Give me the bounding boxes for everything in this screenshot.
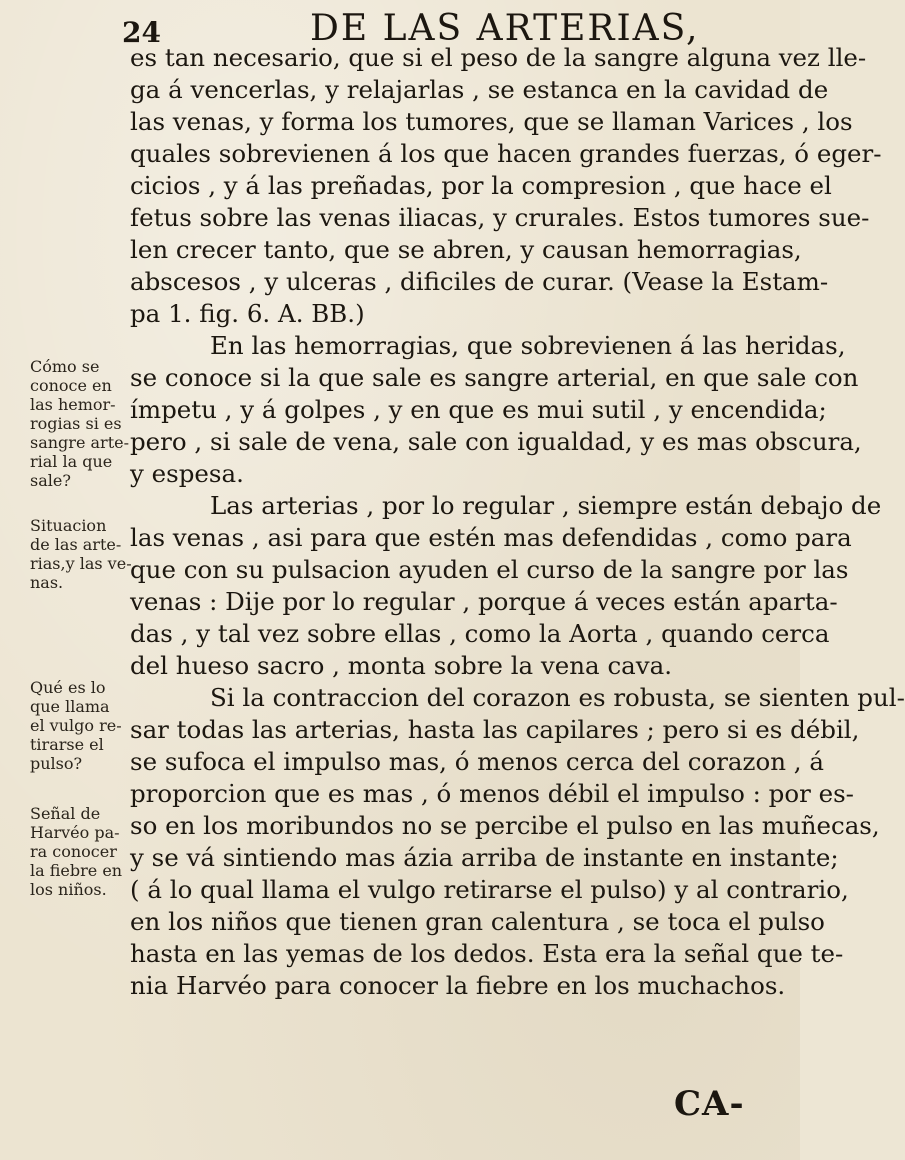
margin-note-line: sale? (30, 471, 71, 490)
body-line: hasta en las yemas de los dedos. Esta era la señal que te- (130, 939, 844, 968)
body-line: quales sobrevienen á los que hacen grandes fuerzas, ó eger- (130, 139, 882, 168)
margin-note-line: Situacion (30, 516, 107, 535)
body-line: pero , si sale de vena, sale con igualdad, y es mas obscura, (130, 427, 862, 456)
body-line: y se vá sintiendo mas ázia arriba de instante en instante; (130, 843, 839, 872)
body-line: Si la contraccion del corazon es robusta, se sienten pul- (210, 683, 905, 712)
margin-note-line: que llama (30, 697, 110, 716)
margin-note-line: conoce en (30, 376, 112, 395)
body-line: ímpetu , y á golpes , y en que es mui sutil , y encendida; (130, 395, 827, 424)
margin-note-line: rias,y las ve- (30, 554, 132, 573)
body-line: en los niños que tienen gran calentura , se toca el pulso (130, 907, 825, 936)
body-line: se conoce si la que sale es sangre arterial, en que sale con (130, 363, 859, 392)
margin-note-pulse (30, 678, 130, 773)
catchword: CA- (674, 1084, 745, 1124)
body-line: so en los moribundos no se percibe el pulso en las muñecas, (130, 811, 880, 840)
margin-note-line: Señal de (30, 804, 101, 823)
margin-note-line: rial la que (30, 452, 113, 471)
margin-note-line: nas. (30, 573, 64, 592)
body-line: das , y tal vez sobre ellas , como la Aorta , quando cerca (130, 619, 830, 648)
margin-note-line: tirarse el (30, 735, 104, 754)
running-title: DE LAS ARTERIAS, (310, 8, 700, 49)
body-line: del hueso sacro , monta sobre la vena cava. (130, 651, 673, 680)
body-line: Las arterias , por lo regular , siempre están debajo de (210, 491, 882, 520)
body-line: y espesa. (130, 459, 244, 488)
body-line: sar todas las arterias, hasta las capilares ; pero si es débil, (130, 715, 860, 744)
body-line: cicios , y á las preñadas, por la compresion , que hace el (130, 171, 832, 200)
body-line: En las hemorragias, que sobrevienen á las heridas, (210, 331, 846, 360)
body-line: ga á vencerlas, y relajarlas , se estanca en la cavidad de (130, 75, 829, 104)
body-line: se sufoca el impulso mas, ó menos cerca del corazon , á (130, 747, 824, 776)
body-line: venas : Dije por lo regular , porque á veces están aparta- (130, 587, 838, 616)
body-line: las venas , asi para que estén mas defendidas , como para (130, 523, 852, 552)
body-line: ( á lo qual llama el vulgo retirarse el pulso) y al contrario, (130, 875, 849, 904)
margin-note-line: sangre arte- (30, 433, 129, 452)
body-line: que con su pulsacion ayuden el curso de la sangre por las (130, 555, 849, 584)
margin-note-line: el vulgo re- (30, 716, 122, 735)
margin-note-arteries-position (30, 516, 130, 592)
margin-note-hemorrhage (30, 357, 130, 490)
body-line: abscesos , y ulceras , dificiles de curar. (Vease la Estam- (130, 267, 829, 296)
margin-note-line: pulso? (30, 754, 83, 773)
margin-note-line: Harvéo pa- (30, 823, 120, 842)
body-line: es tan necesario, que si el peso de la sangre alguna vez lle- (130, 43, 867, 72)
page-number: 24 (122, 16, 161, 49)
margin-note-line: las hemor- (30, 395, 116, 414)
body-line: proporcion que es mas , ó menos débil el impulso : por es- (130, 779, 854, 808)
margin-note-line: la fiebre en (30, 861, 123, 880)
body-line: las venas, y forma los tumores, que se llaman Varices , los (130, 107, 853, 136)
margin-note-line: los niños. (30, 880, 107, 899)
body-text (130, 42, 905, 1002)
margin-note-line: rogias si es (30, 414, 122, 433)
margin-note-line: Qué es lo (30, 678, 106, 697)
body-line: fetus sobre las venas iliacas, y crurales. Estos tumores sue- (130, 203, 870, 232)
body-line: pa 1. fig. 6. A. BB.) (130, 299, 365, 328)
margin-note-harvey (30, 804, 130, 899)
margin-note-line: Cómo se (30, 357, 100, 376)
margin-note-line: de las arte- (30, 535, 122, 554)
body-line: nia Harvéo para conocer la fiebre en los muchachos. (130, 971, 786, 1000)
margin-note-line: ra conocer (30, 842, 117, 861)
body-line: len crecer tanto, que se abren, y causan hemorragias, (130, 235, 802, 264)
